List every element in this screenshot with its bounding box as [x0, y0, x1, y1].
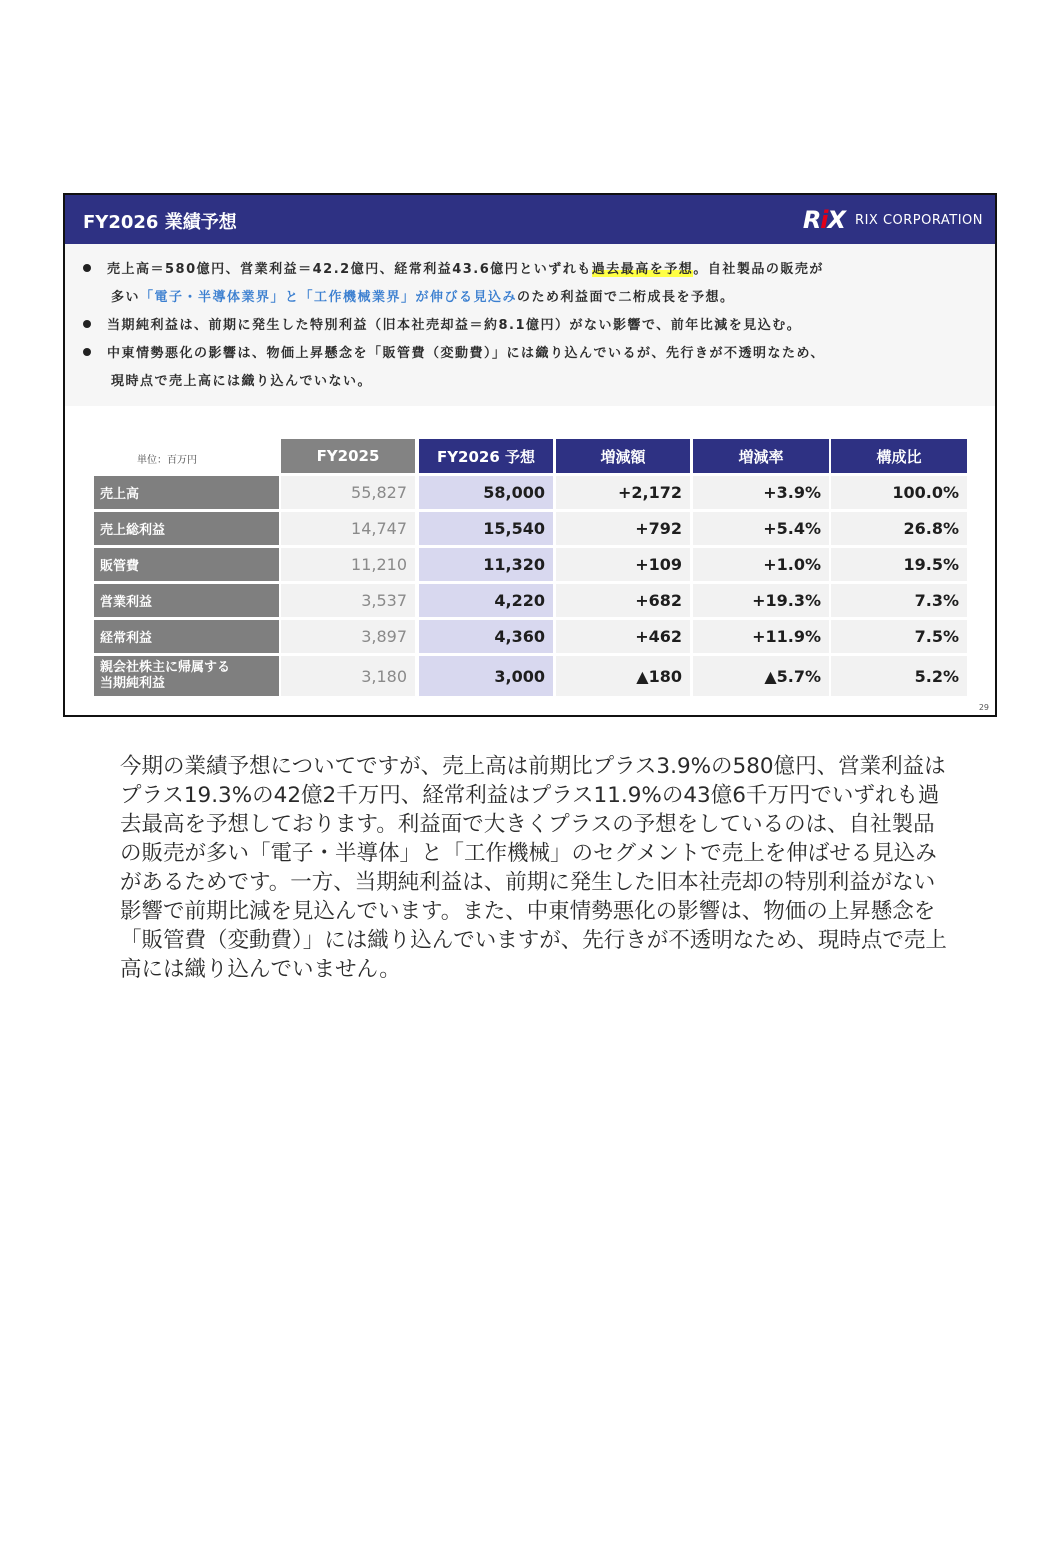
cell-fy2025: 55,827: [281, 476, 415, 509]
cell-change: +792: [556, 512, 690, 545]
slide-title: FY2026 業績予想: [83, 212, 237, 233]
header-fy2026: FY2026 予想: [419, 439, 553, 473]
cell-fy2025: 3,537: [281, 584, 415, 617]
cell-fy2026: 3,000: [419, 656, 553, 696]
cell-fy2025: 14,747: [281, 512, 415, 545]
cell-share: 26.8%: [831, 512, 967, 545]
logo-mark: RiX: [802, 206, 846, 234]
cell-share: 19.5%: [831, 548, 967, 581]
row-label: 経常利益: [94, 620, 279, 653]
highlight-text: 過去最高を予想: [591, 262, 694, 277]
cell-fy2026: 15,540: [419, 512, 553, 545]
header-change: 増減額: [556, 439, 690, 473]
header-fy2025: FY2025: [281, 439, 415, 473]
page-number: 29: [978, 703, 989, 712]
cell-fy2025: 3,897: [281, 620, 415, 653]
cell-rate: +11.9%: [693, 620, 829, 653]
cell-rate: +5.4%: [693, 512, 829, 545]
cell-fy2025: 3,180: [281, 656, 415, 696]
unit-label: 単位：百万円: [137, 455, 197, 466]
bullet-continuation: 現時点で売上高には織り込んでいない。: [111, 374, 373, 389]
cell-rate: +19.3%: [693, 584, 829, 617]
speaker-notes: 今期の業績予想についてですが、売上高は前期比プラス3.9%の580億円、営業利益はプラス19.3%の42億2千万円、経常利益はプラス11.9%の43億6千万円でいずれも過去最高を予想しております。利益面で大きくプラスの予想をしているのは、自社製品の販売が多い「電子・半導体」と「工作機械」のセグメントで売上を伸ばせる見込みがあるためです。一方、当期純利益は、前期に発生した旧本社売却の特別利益がない影響で前期比減を見込んでいます。また、中東情勢悪化の影響は、物価の上昇懸念を「販管費（変動費）」には織り込んでいますが、先行きが不透明なため、現時点で売上高には織り込んでいません。: [120, 754, 947, 982]
row-label: 売上高: [94, 476, 279, 509]
slide-header: [65, 195, 995, 244]
cell-rate: +3.9%: [693, 476, 829, 509]
bullet-item: 中東情勢悪化の影響は、物価上昇懸念を「販管費（変動費）」には織り込んでいるが、先行きが不透明なため、: [83, 340, 825, 368]
cell-share: 5.2%: [831, 656, 967, 696]
slide: [63, 193, 997, 717]
header-rate: 増減率: [693, 439, 829, 473]
cell-share: 100.0%: [831, 476, 967, 509]
cell-change: +682: [556, 584, 690, 617]
cell-rate: +1.0%: [693, 548, 829, 581]
cell-fy2025: 11,210: [281, 548, 415, 581]
emphasis-text: 「電子・半導体業界」と「工作機械業界」が伸びる見込み: [140, 290, 518, 305]
bullet-dot-icon: [83, 348, 91, 356]
cell-share: 7.5%: [831, 620, 967, 653]
cell-share: 7.3%: [831, 584, 967, 617]
bullet-dot-icon: [83, 320, 91, 328]
row-label: 親会社株主に帰属する 当期純利益: [94, 656, 279, 696]
cell-fy2026: 11,320: [419, 548, 553, 581]
company-logo: [803, 205, 983, 235]
cell-change: ▲180: [556, 656, 690, 696]
cell-change: +462: [556, 620, 690, 653]
cell-rate: ▲5.7%: [693, 656, 829, 696]
bullet-continuation: 多い「電子・半導体業界」と「工作機械業界」が伸びる見込みのため利益面で二桁成長を予想。: [111, 290, 735, 305]
header-share: 構成比: [831, 439, 967, 473]
bullet-list: [65, 244, 995, 406]
row-label: 売上総利益: [94, 512, 279, 545]
bullet-item: 当期純利益は、前期に発生した特別利益（旧本社売却益＝約8.1億円）がない影響で、前年比減を見込む。: [83, 312, 801, 340]
cell-change: +2,172: [556, 476, 690, 509]
row-label: 販管費: [94, 548, 279, 581]
bullet-item: 売上高＝580億円、営業利益＝42.2億円、経常利益43.6億円といずれも過去最高を予想。自社製品の販売が: [83, 256, 824, 284]
row-label: 営業利益: [94, 584, 279, 617]
cell-fy2026: 4,360: [419, 620, 553, 653]
cell-change: +109: [556, 548, 690, 581]
bullet-dot-icon: [83, 264, 91, 272]
logo-text: RIX CORPORATION: [855, 212, 983, 228]
cell-fy2026: 4,220: [419, 584, 553, 617]
cell-fy2026: 58,000: [419, 476, 553, 509]
